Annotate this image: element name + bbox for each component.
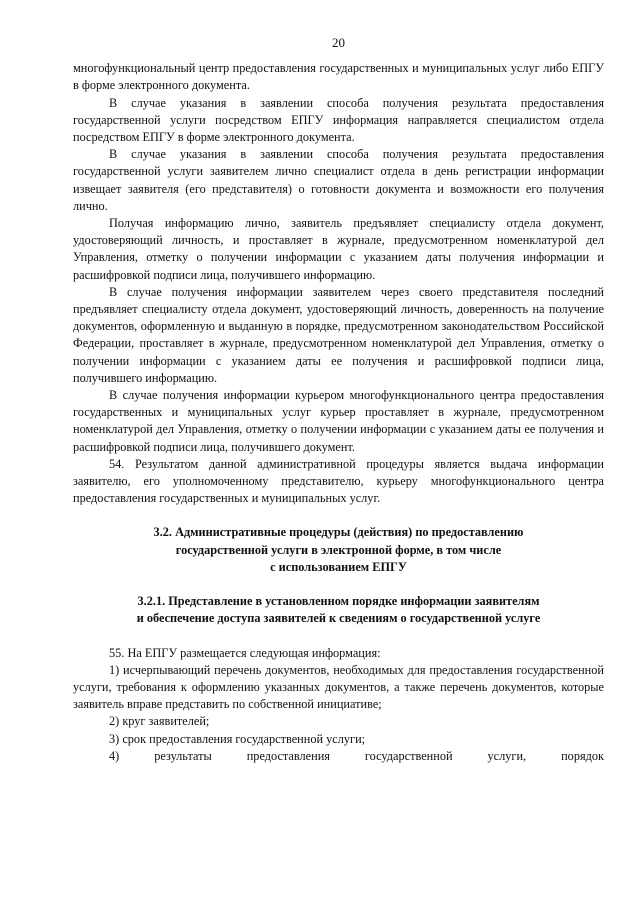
paragraph-courier: В случае получения информации курьером многофункционального центра предоставления государственных и муниципальных услуг курьер проставляет в журнале, предусмотренном номенклатурой дел Управления, отметку о получении информации с указанием даты ее получения и расшифровкой подписи лица, получившего документ.: [73, 388, 604, 454]
paragraph-epgu-result: В случае указания в заявлении способа получения результата предоставления государственной услуги посредством ЕПГУ информация направляется специалистом отдела посредством ЕПГУ в форме электронного документа.: [73, 95, 604, 145]
paragraph-55: 55. На ЕПГУ размещается следующая информация:: [109, 645, 381, 660]
list-item-3: 3) срок предоставления государственной услуги;: [109, 731, 366, 746]
section-heading-3-2: [73, 524, 604, 576]
heading-3-2-line1: 3.2. Административные процедуры (действия) по предоставлению: [153, 525, 524, 540]
list-item-4: 4) результаты предоставления государственной услуги, порядок: [109, 748, 604, 763]
heading-3-2-line2: государственной услуги в электронной форме, в том числе: [175, 542, 502, 557]
paragraph-54: 54. Результатом данной административной процедуры является выдача информации заявителю, его уполномоченному представителю, курьеру многофункционального центра предоставления государственных и муниципальных услуг.: [73, 456, 604, 506]
page-number: 20: [332, 35, 345, 50]
heading-3-2-1-line1: 3.2.1. Представление в установленном порядке информации заявителям: [137, 594, 540, 609]
paragraph-continuation: многофункциональный центр предоставления государственных и муниципальных услуг либо ЕПГУ в форме электронного документа.: [73, 61, 604, 93]
heading-3-2-line3: с использованием ЕПГУ: [270, 559, 407, 574]
list-item-2: 2) круг заявителей;: [109, 714, 210, 729]
section-heading-3-2-1: [73, 593, 604, 627]
paragraph-representative: В случае получения информации заявителем через своего представителя последний предъявляет специалисту отдела документ, удостоверяющий личность, доверенность на получение документов, оформленную и выданную в порядке, предусмотренном законодательством Российской Федерации, проставляет в журнале, предусмотренном номенклатурой дел Управления, отметку о получении информации с указанием даты ее получения и расшифровкой подписи лица, получившего информацию.: [73, 284, 604, 385]
paragraph-personal-result: В случае указания в заявлении способа получения результата предоставления государственной услуги заявителем лично специалист отдела в день регистрации информации извещает заявителя (его представителя) о готовности документа и возможности его получения лично.: [73, 147, 604, 213]
list-item-1: 1) исчерпывающий перечень документов, необходимых для предоставления государственной услуги, требования к оформлению указанных документов, а также перечень документов, которые заявитель вправе представить по собственной инициативе;: [73, 662, 604, 712]
heading-3-2-1-line2: и обеспечение доступа заявителей к сведениям о государственной услуге: [136, 611, 541, 626]
paragraph-personal-receipt: Получая информацию лично, заявитель предъявляет специалисту отдела документ, удостоверяющий личность, и проставляет в журнале, предусмотренном номенклатурой дел Управления, отметку о получении информации с указанием даты получения информации и расшифровкой подписи лица, получившего информацию.: [73, 216, 604, 282]
